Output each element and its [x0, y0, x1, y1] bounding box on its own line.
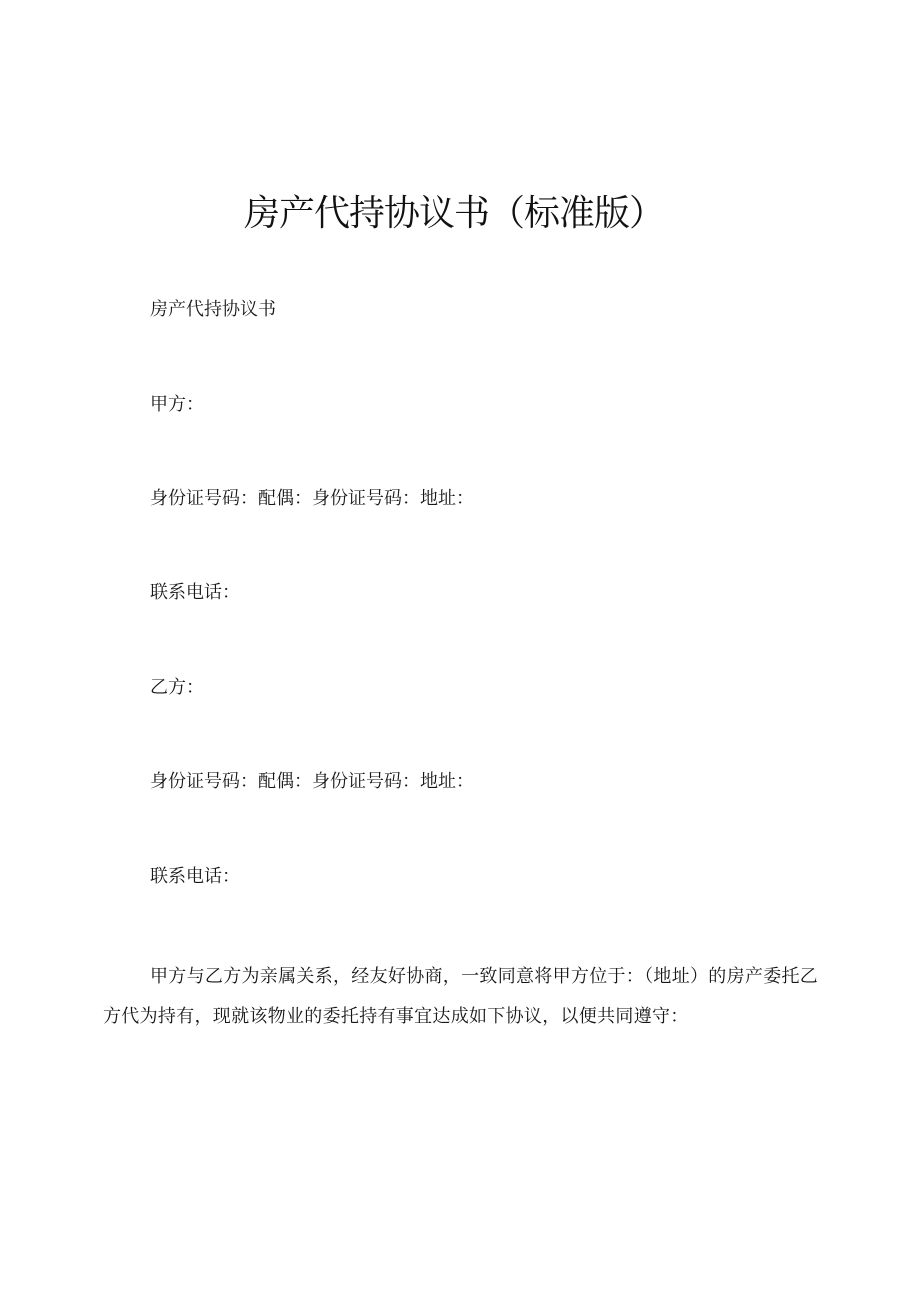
party-a-id-line: 身份证号码：配偶：身份证号码：地址： — [150, 488, 474, 509]
party-b-phone: 联系电话： — [150, 866, 240, 887]
body-paragraph: 甲方与乙方为亲属关系，经友好协商，一致同意将甲方位于：（地址）的房产委托乙方代为持有，现就该物业的委托持有事宜达成如下协议，以便共同遵守： — [103, 966, 819, 1027]
party-b-label: 乙方： — [150, 677, 204, 698]
document-subtitle: 房产代持协议书 — [150, 299, 276, 320]
document-title: 房产代持协议书（标准版） — [243, 193, 664, 234]
party-b-id-line: 身份证号码：配偶：身份证号码：地址： — [150, 771, 474, 792]
party-a-phone: 联系电话： — [150, 582, 240, 603]
party-a-label: 甲方： — [150, 394, 204, 415]
